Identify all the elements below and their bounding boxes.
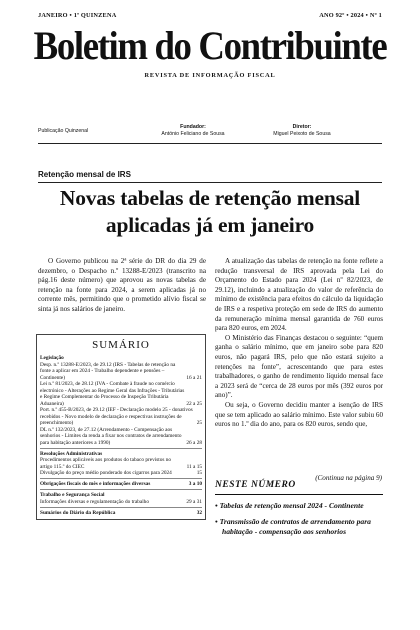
- sumario-section-heading: Legislação: [40, 355, 64, 361]
- section-rule: [38, 182, 382, 183]
- neste-numero-box: [215, 480, 383, 543]
- masthead-rule: [38, 143, 382, 144]
- sumario-box: [36, 334, 206, 520]
- continued-note: (Continua na página 9): [315, 474, 382, 482]
- body-paragraph-2: O Ministério das Finanças destacou o seguinte: “quem ganha o salário mínimo, que em janeiro sobe para 820 euros, não pagará IRS, pelo que não estará sujeito a retenções na fonte”, acrescentando que para estes trabalhadores, o ganho de rendimento líquido mensal face a 2023 será de “cerca de 28 euros por mês (392 euros por ano)”.: [215, 333, 383, 400]
- issue-number: ANO 92º • 2024 • Nº 1: [319, 12, 382, 19]
- neste-numero-title: NESTE NÚMERO: [215, 480, 383, 495]
- sumario-item[interactable]: Desp. n.º 13288-E/2023, de 29.12 (IRS - Tabelas de retenção na fonte a aplicar em 2024 - Trabalho dependente e pensões – Continente) 16 a 21: [40, 361, 202, 381]
- issue-date: JANEIRO • 1ª QUINZENA: [38, 12, 117, 19]
- sumario-divider: [40, 478, 202, 479]
- sumario-section-heading: Trabalho e Segurança Social: [40, 492, 105, 498]
- sumario-item[interactable]: Divulgação do preço médio ponderado dos cigarros para 2024 15: [40, 470, 202, 476]
- founder-label: Fundador:: [180, 124, 206, 130]
- sumario-item[interactable]: Lei n.º 81/2023, de 28.12 (IVA - Combate à fraude no comércio electrónico - Alterações ao Regime Geral das Infrações - Tributárias e Regime Complementar do Processo de Inspeção Tributária Aduaneira) 22 a 25: [40, 381, 202, 407]
- sumario-body: [40, 355, 202, 516]
- neste-numero-list: [215, 501, 383, 537]
- body-paragraph-3: Ou seja, o Governo decidiu manter a isenção de IRS que se tem aplicado ao salário mínimo. Este valor subiu 60 euros no 1.º dia do ano, para os 820 euros, sendo que,: [215, 400, 383, 429]
- sumario-section-heading: Resoluções Administrativas: [40, 450, 103, 457]
- neste-numero-item[interactable]: • Transmissão de contratos de arrendamento para habitação - compensação aos senhorios: [215, 517, 371, 536]
- masthead-subtitle: REVISTA DE INFORMAÇÃO FISCAL: [144, 72, 276, 79]
- article-body: [215, 257, 383, 430]
- director-label: Diretor:: [292, 124, 312, 130]
- founder-name: António Feliciano de Sousa: [161, 131, 225, 137]
- sumario-title: SUMÁRIO: [92, 339, 150, 351]
- sumario-item[interactable]: Sumários do Diário da República 32: [40, 509, 202, 516]
- sumario-item[interactable]: Informações diversas e regulamentação do trabalho 29 a 31: [40, 498, 202, 505]
- sumario-item[interactable]: Port. n.º 455-B/2023, de 29.12 (IEF - Declaração modelo 25 - donativos recebidos - Novo modelo de declaração e respectivas instruções de preenchimento) 25: [40, 407, 202, 426]
- sumario-item[interactable]: DL n.º 132/2023, de 27.12 (Arrendamento - Compensação aos senhorios - Limites da renda a fixar nos contratos de arrendamento para habitação anteriores a 1990) 26 a 28: [40, 426, 202, 446]
- masthead-title: Boletim do Contribuinte: [33, 23, 387, 68]
- article-headline: Novas tabelas de retenção mensal aplicadas já em janeiro: [59, 186, 361, 237]
- neste-numero-item[interactable]: • Tabelas de retenção mensal 2024 - Continente: [215, 501, 364, 510]
- sumario-item[interactable]: Procedimentos aplicáveis aos produtos do tabaco previstos no artigo 115.º do CIEC 11 a 15: [40, 457, 202, 470]
- founder-credit: [158, 124, 228, 138]
- director-name: Miguel Peixoto de Sousa: [273, 131, 331, 137]
- section-label: Retenção mensal de IRS: [38, 170, 131, 179]
- publication-frequency: Publicação Quinzenal: [38, 128, 89, 134]
- sumario-divider: [40, 507, 202, 508]
- director-credit: [262, 124, 342, 138]
- sumario-divider: [40, 489, 202, 490]
- body-paragraph-1: A atualização das tabelas de retenção na fonte reflete a redução transversal de IRS aprovada pela Lei do Orçamento do Estado para 2024 (Lei nº 82/2023, de 29.12), incluindo a atualização do valor de referência do mínimo de existência para efeitos do cálculo da liquidação de IRS e a respetiva proteção em sede de IRS do aumento da remuneração mínima mensal garantida de 760 euros para 820 euros, em 2024.: [215, 257, 383, 333]
- sumario-item[interactable]: Obrigações fiscais do mês e informações diversas 3 a 10: [40, 481, 202, 487]
- lead-paragraph: O Governo publicou na 2ª série do DR do dia 29 de dezembro, o Despacho n.º 13288-E/2023 (transcrito na pág.16 deste número) que aprovou as novas tabelas de retenção na fonte para 2024, a serem aplicadas já no corrente mês, permitindo que o prometido alívio fiscal se sinta já nos salários de janeiro.: [38, 257, 206, 313]
- sumario-divider: [40, 448, 202, 449]
